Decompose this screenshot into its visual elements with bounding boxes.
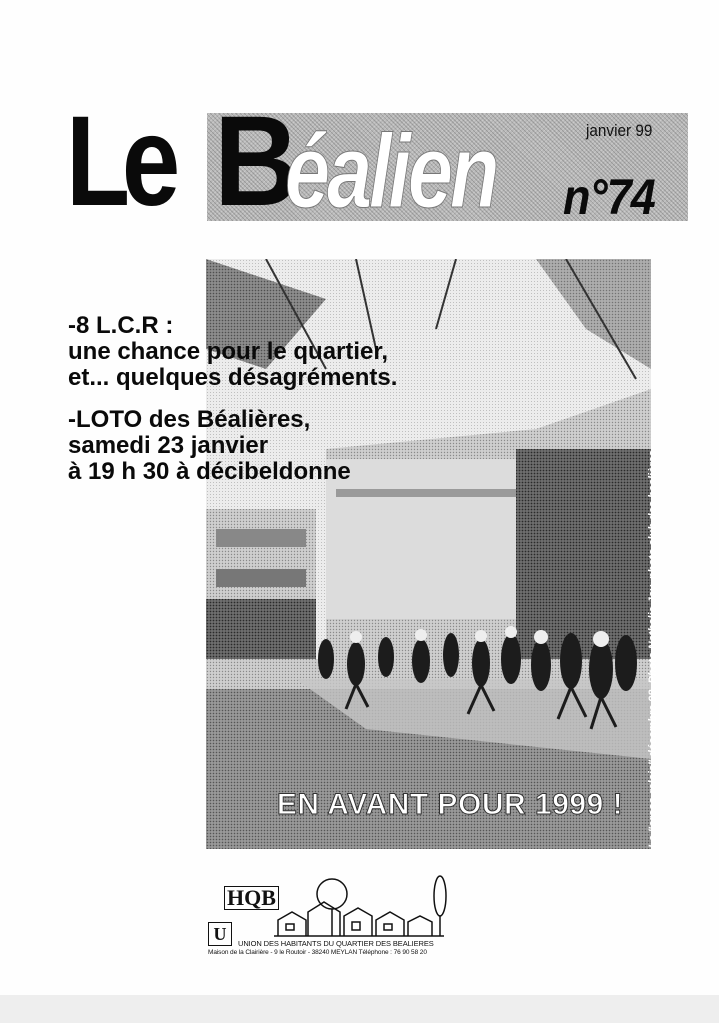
photo-credit: Le "cross-relais" décembre 98. Photo Nathalie Jay, photo club des bealières. xyxy=(647,447,659,848)
headline-spacer xyxy=(68,391,488,407)
photo-caption: EN AVANT POUR 1999 ! xyxy=(276,788,624,821)
headline-2-line-2: samedi 23 janvier xyxy=(68,432,269,459)
headline-2-line-3: à 19 h 30 à décibeldonne xyxy=(68,458,351,485)
logo-letters: HQB xyxy=(224,886,279,910)
houses-and-tree-icon xyxy=(274,872,454,940)
masthead-title-le: Le xyxy=(66,90,173,233)
headline-1-line-2: une chance pour le quartier, xyxy=(68,338,389,365)
association-logo xyxy=(200,872,460,962)
scan-bottom-edge xyxy=(0,995,719,1023)
masthead-title-b: B xyxy=(214,90,300,233)
cover-headlines xyxy=(68,313,488,485)
headline-1-line-3: et... quelques désagréments. xyxy=(68,364,398,391)
organization-name: UNION DES HABITANTS DU QUARTIER DES BEALIERES xyxy=(238,939,434,948)
organization-address: Maison de la Clairière - 9 le Routoir - 38240 MEYLAN Téléphone : 76 90 58 20 xyxy=(208,949,427,956)
issue-date: janvier 99 xyxy=(586,121,653,140)
masthead-title-rest: éalien xyxy=(285,114,497,230)
headline-2-line-1: -LOTO des Béalières, xyxy=(68,406,311,433)
headline-1-line-1: -8 L.C.R : xyxy=(68,312,174,339)
logo-u: U xyxy=(208,922,232,946)
issue-number: n°74 xyxy=(563,169,655,225)
